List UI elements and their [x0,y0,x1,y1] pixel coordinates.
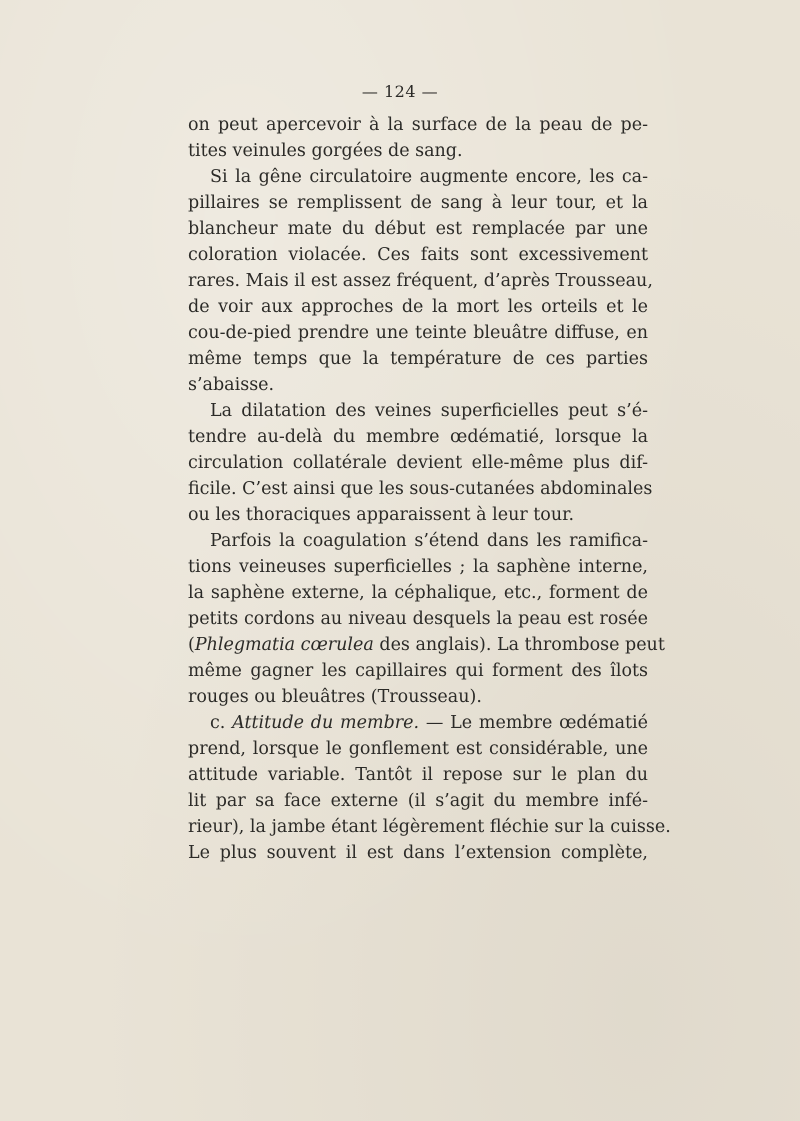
text-line: circulation collatérale devient elle-même plus dif- [188,453,648,473]
text-line: petits cordons au niveau desquels la peau est rosée [188,609,648,629]
text-line: ficile. C’est ainsi que les sous-cutanées abdominales [188,479,653,499]
text-line: coloration violacée. Ces faits sont excessivement [188,245,648,265]
text-line: rouges ou bleuâtres (Trousseau). [188,687,482,707]
section-heading-line [188,710,648,736]
text-line: blancheur mate du début est remplacée par une [188,219,648,239]
text-line: même temps que la température de ces parties [188,349,648,369]
paragraph-start-line: Parfois la coagulation s’étend dans les ramifica- [210,531,648,551]
text-line-with-italic [188,632,665,658]
text-line: lit par sa face externe (il s’agit du membre infé- [188,791,648,811]
text-line: même gagner les capillaires qui forment des îlots [188,661,648,681]
paragraph-start-line: La dilatation des veines superficielles peut s’é- [210,401,648,421]
text-line: cou-de-pied prendre une teinte bleuâtre diffuse, en [188,323,648,343]
text-line: rares. Mais il est assez fréquent, d’après Trousseau, [188,271,653,291]
text-line: tendre au-delà du membre œdématié, lorsque la [188,427,648,447]
text-line: de voir aux approches de la mort les orteils et le [188,297,648,317]
italic-heading: Attitude du membre. [232,713,420,733]
body-text [188,112,671,866]
text-line: attitude variable. Tantôt il repose sur le plan du [188,765,648,785]
text-line: prend, lorsque le gonflement est considérable, une [188,739,648,759]
text-line: pillaires se remplissent de sang à leur tour, et la [188,193,648,213]
text-line: Le plus souvent il est dans l’extension complète, [188,843,648,863]
text-line: tites veinules gorgées de sang. [188,141,463,161]
text-line: la saphène externe, la céphalique, etc., forment de [188,583,648,603]
text-line: tions veineuses superficielles ; la saphène interne, [188,557,648,577]
text-line: rieur), la jambe étant légèrement fléchie sur la cuisse. [188,817,671,837]
text-segment: — Le membre œdématié [419,713,648,733]
page-number: — 124 — [361,82,439,101]
text-segment: c. [210,713,233,733]
italic-term: Phlegmatia cœrulea [194,635,374,655]
text-line: ou les thoraciques apparaissent à leur tour. [188,505,575,525]
paragraph-start-line: Si la gêne circulatoire augmente encore, les ca- [210,167,648,187]
text-line: s’abaisse. [188,375,275,395]
text-line: on peut apercevoir à la surface de la peau de pe- [188,115,648,135]
text-segment: ( [188,635,195,655]
text-segment: des anglais). La thrombose peut [373,635,665,655]
